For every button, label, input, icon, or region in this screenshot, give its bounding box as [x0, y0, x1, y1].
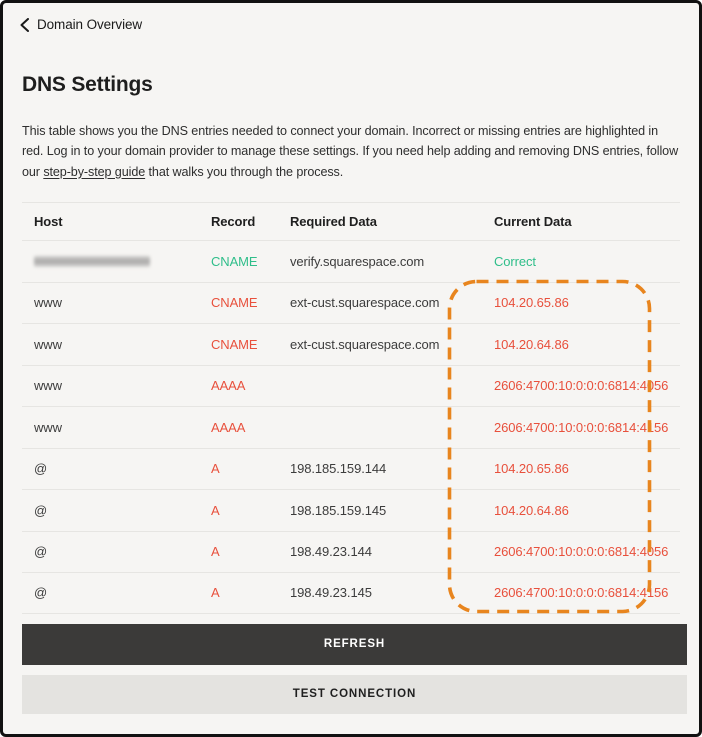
current-data-cell: 2606:4700:10:0:0:0:6814:4056 — [494, 378, 669, 394]
table-row — [22, 406, 680, 448]
host-cell: www — [34, 295, 62, 311]
dns-table — [22, 202, 680, 614]
table-row — [22, 448, 680, 490]
host-cell: @ — [34, 502, 48, 518]
required-data-cell: ext-cust.squarespace.com — [290, 295, 440, 311]
column-header-record: Record — [211, 214, 256, 229]
table-row — [22, 531, 680, 573]
record-cell: A — [211, 502, 220, 518]
column-header-host: Host — [34, 214, 63, 229]
table-row — [22, 489, 680, 531]
table-row — [22, 365, 680, 407]
record-cell: AAAA — [211, 419, 246, 435]
description-text-before: This table shows you the DNS entries needed to connect your domain. Incorrect or missing entries are highlighted in red. Log in to your domain provider to manage these settings. If you need help adding and removing DNS entries, follow our — [22, 123, 679, 179]
host-cell: www — [34, 378, 62, 394]
host-cell: www — [34, 336, 62, 352]
page-title: DNS Settings — [22, 72, 153, 96]
required-data-cell: ext-cust.squarespace.com — [290, 336, 440, 352]
current-data-cell: 104.20.65.86 — [494, 461, 569, 477]
table-row — [22, 240, 680, 282]
record-cell: CNAME — [211, 295, 258, 311]
record-cell: CNAME — [211, 253, 258, 269]
content-area — [3, 73, 699, 714]
current-data-cell: Correct — [494, 253, 536, 269]
record-cell: A — [211, 585, 220, 601]
required-data-cell: 198.49.23.145 — [290, 585, 372, 601]
chevron-left-icon — [19, 18, 30, 32]
record-cell: AAAA — [211, 378, 246, 394]
column-header-current-data: Current Data — [494, 214, 572, 229]
back-button-label: Domain Overview — [37, 17, 143, 32]
current-data-cell: 2606:4700:10:0:0:0:6814:4156 — [494, 585, 669, 601]
current-data-cell: 2606:4700:10:0:0:0:6814:4156 — [494, 419, 669, 435]
current-data-cell: 104.20.65.86 — [494, 295, 569, 311]
current-data-cell: 2606:4700:10:0:0:0:6814:4056 — [494, 544, 669, 560]
table-row — [22, 282, 680, 324]
current-data-cell: 104.20.64.86 — [494, 336, 569, 352]
test-connection-button[interactable]: TEST CONNECTION — [22, 675, 687, 714]
host-cell — [34, 256, 211, 267]
record-cell: CNAME — [211, 336, 258, 352]
column-header-required-data: Required Data — [290, 214, 377, 229]
required-data-cell: 198.185.159.144 — [290, 461, 387, 477]
host-cell: @ — [34, 585, 48, 601]
current-data-cell: 104.20.64.86 — [494, 502, 569, 518]
description-text-after: that walks you through the process. — [145, 164, 344, 179]
required-data-cell: verify.squarespace.com — [290, 253, 425, 269]
table-row — [22, 323, 680, 365]
redacted-host-blur — [34, 256, 150, 267]
host-cell: @ — [34, 544, 48, 560]
step-by-step-guide-link[interactable]: step-by-step guide — [43, 164, 146, 179]
top-bar — [3, 3, 699, 37]
host-cell: @ — [34, 461, 48, 477]
required-data-cell: 198.49.23.144 — [290, 544, 372, 560]
description — [22, 121, 680, 183]
record-cell: A — [211, 544, 220, 560]
host-cell: www — [34, 419, 62, 435]
back-button[interactable] — [19, 17, 142, 32]
record-cell: A — [211, 461, 220, 477]
refresh-button[interactable]: REFRESH — [22, 624, 687, 665]
table-header-row — [22, 202, 680, 240]
table-row — [22, 572, 680, 614]
required-data-cell: 198.185.159.145 — [290, 502, 387, 518]
